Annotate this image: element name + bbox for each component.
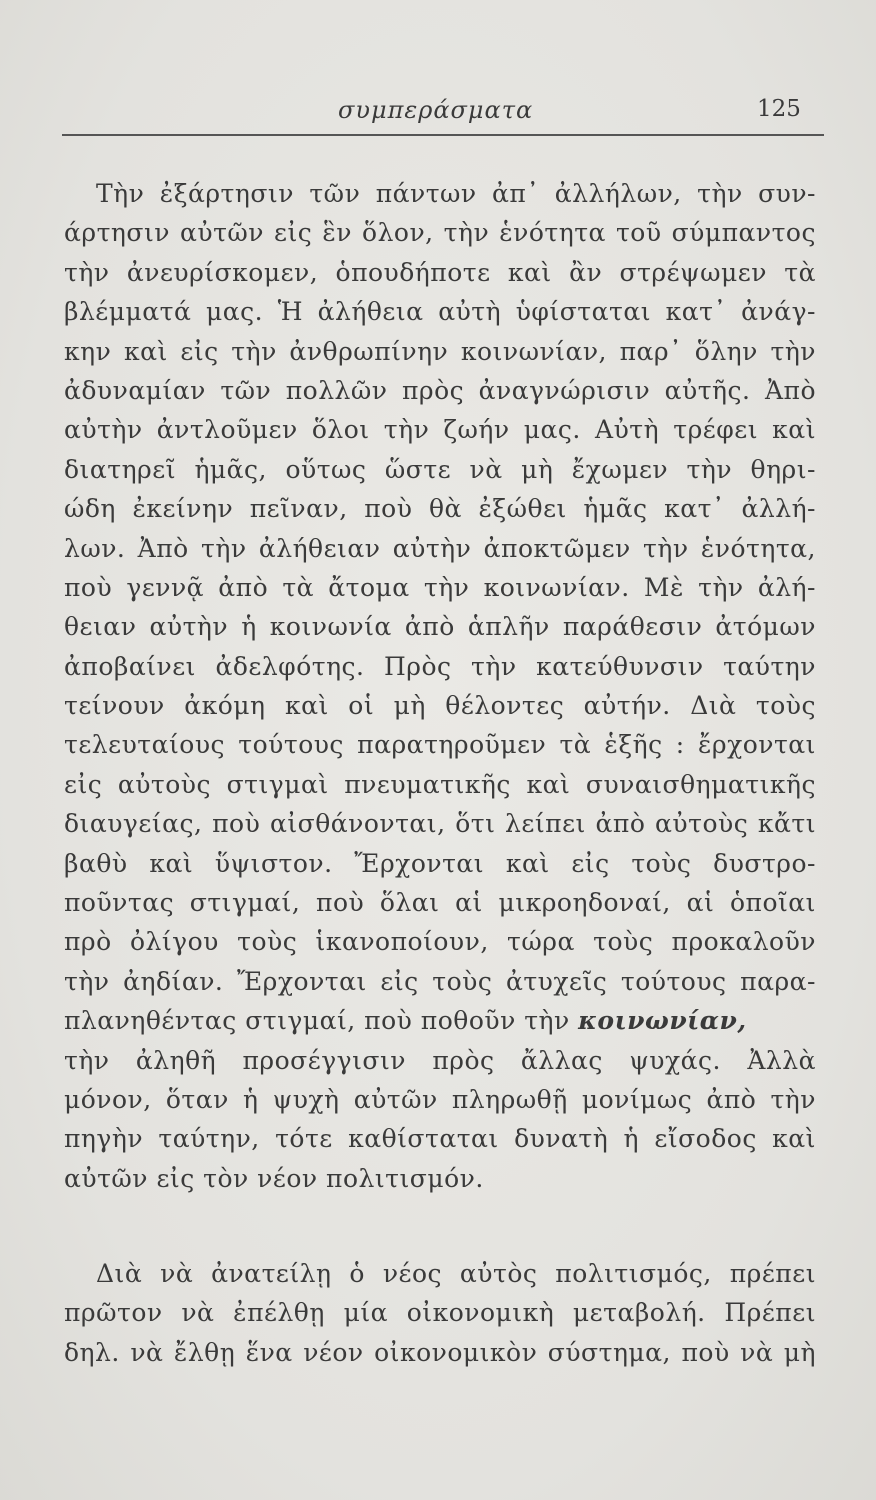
text-line: πρὸ ὀλίγου τοὺς ἱκανοποίουν, τώρα τοὺς προκαλοῦν bbox=[64, 927, 816, 957]
text-line: ποὺ γεννᾷ ἀπὸ τὰ ἄτομα τὴν κοινωνίαν. Μὲ τὴν ἀλή- bbox=[64, 572, 816, 602]
text-line: τὴν ἀνευρίσκομεν, ὁπουδήποτε καὶ ἂν στρέψωμεν τὰ bbox=[64, 257, 816, 287]
text-line: ποῦντας στιγμαί, ποὺ ὅλαι αἱ μικροηδοναί, αἱ ὁποῖαι bbox=[64, 888, 816, 918]
text-line: άρτησιν αὐτῶν εἰς ἓν ὅλον, τὴν ἑνότητα τοῦ σύμπαντος bbox=[64, 218, 816, 248]
text-line: βλέμματά μας. Ἡ ἀλήθεια αὐτὴ ὑφίσταται κατ᾿ ἀνάγ- bbox=[64, 297, 816, 327]
text-line: αὐτὴν ἀντλοῦμεν ὅλοι τὴν ζωήν μας. Αὐτὴ τρέφει καὶ bbox=[64, 415, 816, 445]
text-line: τὴν ἀληθῆ προσέγγισιν πρὸς ἄλλας ψυχάς. Ἀλλὰ bbox=[64, 1045, 816, 1075]
text-line: ἀδυναμίαν τῶν πολλῶν πρὸς ἀναγνώρισιν αὐτῆς. Ἀπὸ bbox=[64, 375, 816, 405]
text-line: διαυγείας, ποὺ αἰσθάνονται, ὅτι λείπει ἀπὸ αὐτοὺς κἄτι bbox=[64, 809, 816, 839]
text-line: Διὰ νὰ ἀνατείλῃ ὁ νέος αὐτὸς πολιτισμός, πρέπει bbox=[96, 1259, 816, 1288]
running-head bbox=[0, 96, 876, 126]
text-line: κην καὶ εἰς τὴν ἀνθρωπίνην κοινωνίαν, παρ᾿ ὅλην τὴν bbox=[64, 336, 816, 366]
text-line: μόνον, ὅταν ἡ ψυχὴ αὐτῶν πληρωθῇ μονίμως ἀπὸ τὴν bbox=[64, 1084, 816, 1114]
paragraph-1 bbox=[64, 174, 816, 1198]
text-line: ώδη ἐκείνην πεῖναν, ποὺ θὰ ἐξώθει ἡμᾶς κατ᾿ ἀλλή- bbox=[64, 494, 816, 524]
text-line: διατηρεῖ ἡμᾶς, οὕτως ὥστε νὰ μὴ ἔχωμεν τὴν θηρι- bbox=[64, 454, 816, 484]
text-line: δηλ. νὰ ἔλθῃ ἕνα νέον οἰκονομικὸν σύστημα, ποὺ νὰ μὴ bbox=[64, 1337, 816, 1367]
text-line: βαθὺ καὶ ὕψιστον. Ἔρχονται καὶ εἰς τοὺς δυστρο- bbox=[64, 848, 816, 878]
header-rule bbox=[62, 134, 824, 136]
text-line: εἰς αὐτοὺς στιγμαὶ πνευματικῆς καὶ συναισθηματικῆς bbox=[64, 769, 816, 799]
page-number: 125 bbox=[757, 96, 801, 122]
text-line: πρῶτον νὰ ἐπέλθῃ μία οἰκονομικὴ μεταβολή. Πρέπει bbox=[64, 1298, 816, 1328]
text-line-with-emphasis bbox=[64, 1001, 816, 1040]
text-line: τελευταίους τούτους παρατηροῦμεν τὰ ἑξῆς : ἔρχονται bbox=[64, 730, 816, 760]
running-head-title: συμπεράσματα bbox=[338, 96, 534, 124]
text-line: τείνουν ἀκόμη καὶ οἱ μὴ θέλοντες αὐτήν. Διὰ τοὺς bbox=[64, 691, 816, 721]
text-line: αὐτῶν εἰς τὸν νέον πολιτισμόν. bbox=[64, 1163, 484, 1193]
text-line: τὴν ἀηδίαν. Ἔρχονται εἰς τοὺς ἀτυχεῖς τούτους παρα- bbox=[64, 966, 816, 996]
text-line: Τὴν ἐξάρτησιν τῶν πάντων ἀπ᾿ ἀλλήλων, τὴν συν- bbox=[96, 179, 816, 208]
paragraph-2 bbox=[64, 1254, 816, 1372]
text-line: ἀποβαίνει ἀδελφότης. Πρὸς τὴν κατεύθυνσιν ταύτην bbox=[64, 651, 816, 681]
text-line: λων. Ἀπὸ τὴν ἀλήθειαν αὐτὴν ἀποκτῶμεν τὴν ἑνότητα, bbox=[64, 533, 816, 563]
text-line: θειαν αὐτὴν ἡ κοινωνία ἀπὸ ἁπλῆν παράθεσιν ἀτόμων bbox=[64, 612, 816, 642]
text-line: πηγὴν ταύτην, τότε καθίσταται δυνατὴ ἡ εἴσοδος καὶ bbox=[64, 1124, 816, 1154]
emphasis-word: κοινωνίαν, bbox=[578, 1006, 747, 1036]
text-line-start: πλανηθέντας στιγμαί, ποὺ ποθοῦν τὴν bbox=[64, 1006, 579, 1036]
